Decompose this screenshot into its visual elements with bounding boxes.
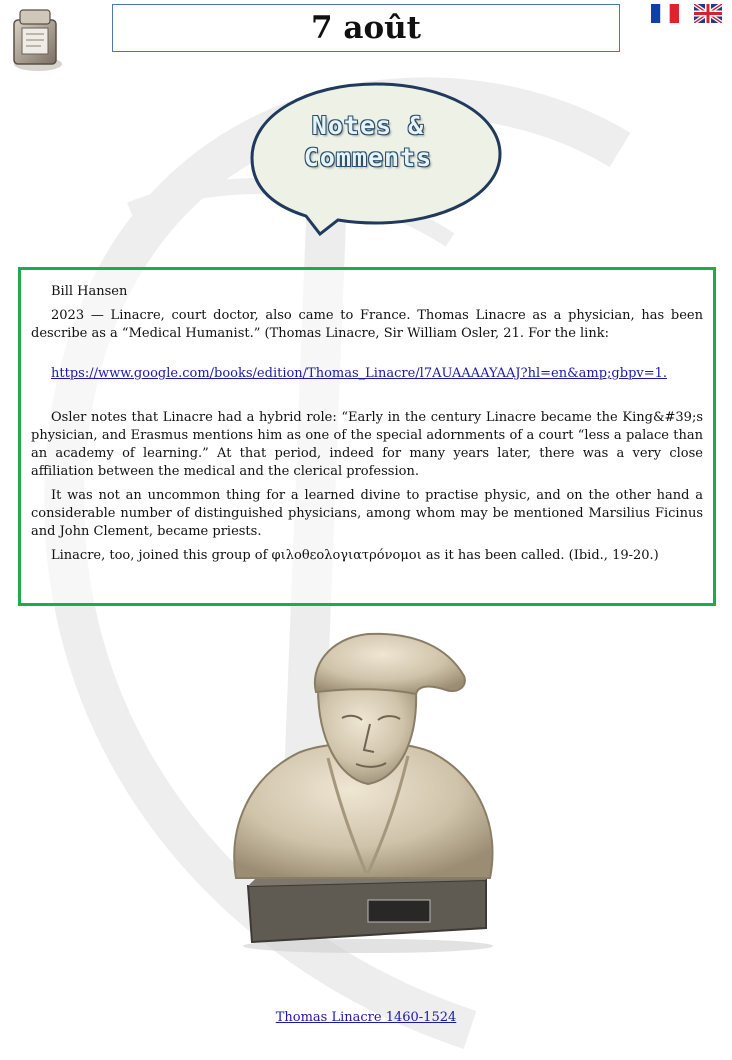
tombstone-logo-icon (8, 4, 64, 74)
comment-paragraph-3: Linacre, too, joined this group of φιλοθεολογιατρόνομοι as it has been called. (Ibid., 19-20.) (51, 548, 659, 563)
uk-flag-icon[interactable] (694, 4, 722, 23)
thomas-linacre-caption-link[interactable]: Thomas Linacre 1460-1524 (275, 1010, 457, 1025)
page-date-title: 7 août (112, 4, 620, 52)
comment-box (18, 267, 716, 606)
image-caption (0, 1010, 732, 1025)
comment-intro-paragraph (31, 307, 703, 343)
comment-link-paragraph (31, 365, 703, 383)
comment-paragraph-2: It was not an uncommon thing for a learned divine to practise physic, and on the other hand a considerable number of distinguished physicians, among whom may be mentioned Marsilius Ficinus and John Clement, became priests. (31, 488, 703, 539)
french-flag-icon[interactable] (651, 4, 679, 23)
notes-comments-heading (262, 110, 474, 174)
comment-author: Bill Hansen (51, 284, 128, 299)
bubble-line-2: Comments (303, 143, 433, 172)
comment-intro-text: Thomas Linacre as a physician, has been describe as a “Medical Humanist.” (Thomas Linacre, Sir William Osler, 21. For the link: (31, 308, 703, 341)
comment-paragraph-1: Osler notes that Linacre had a hybrid role: “Early in the century Linacre became the King&#39;s physician, and Erasmus mentions him as one of the special adornments of a court “less a palace than an academy of learning.” At that period, indeed for many years later, there was a very close affiliation between the medical and the clerical profession. (31, 410, 703, 479)
thomas-linacre-bust-image (218, 628, 508, 954)
google-books-link[interactable]: https://www.google.com/books/edition/Thomas_Linacre/l7AUAAAAYAAJ?hl=en&amp;gbpv=1. (51, 366, 668, 381)
bubble-line-1: Notes & (311, 111, 425, 140)
comment-headline: 2023 — Linacre, court doctor, also came to France. (51, 308, 411, 323)
